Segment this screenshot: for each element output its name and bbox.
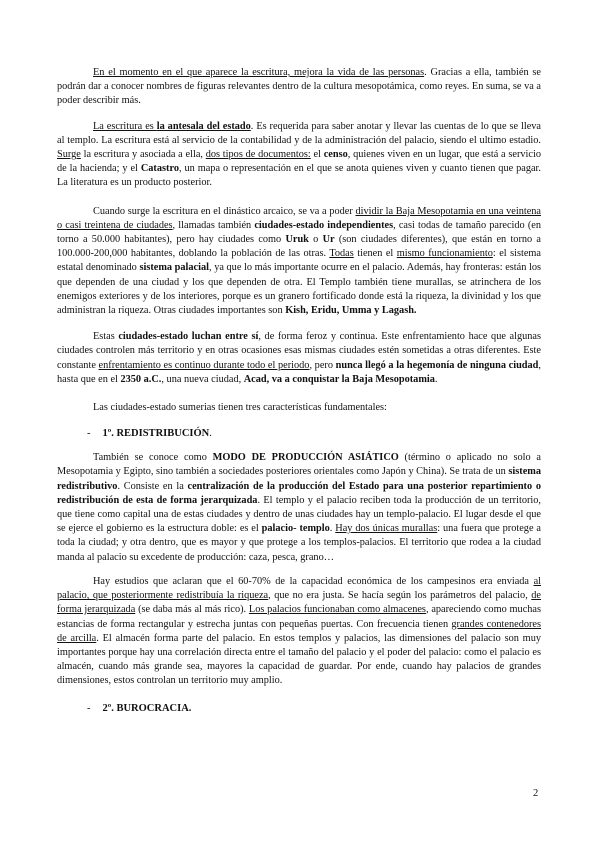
paragraph-three-characteristics: Las ciudades-estado sumerias tienen tres características fundamentales:: [93, 402, 387, 414]
heading-text: 1º. REDISTRIBUCIÓN: [102, 428, 210, 440]
paragraph-asiatic-mode: [57, 451, 541, 565]
underlined-text: enfrentamiento es continuo durante todo el periodo: [98, 359, 310, 371]
text: , una nueva ciudad,: [161, 373, 244, 385]
text: tienen el: [353, 248, 397, 260]
text: o: [308, 234, 323, 246]
text: , pero: [309, 359, 336, 371]
underlined-text: Los palacios funcionaban como almacenes: [248, 604, 426, 616]
heading-redistribution: [87, 427, 541, 441]
text: . Es requerida para saber anotar y llevar las cuentas de lo que se lleva al templo. La escritura está al servicio de la contabilidad y de la administración del palacio, siendo el ultimo estadio.: [57, 120, 541, 146]
bold-underlined-text: la antesala del estado: [156, 120, 251, 132]
bold-text: sistema redistributivo: [57, 466, 541, 492]
text: el: [310, 149, 324, 161]
text: la escritura y asociada a ella,: [80, 149, 206, 161]
paragraph-city-states: [57, 205, 541, 319]
text: . Gracias a ella, también se podrán dar a conocer nombres de figuras relevantes dentro de la cultura mesopotámica, como reyes. En suma, se va a poder describir más.: [57, 67, 541, 107]
bold-text: ciudades-estado luchan entre sí: [118, 331, 259, 343]
bold-text: Kish, Eridu, Umma y Lagash.: [285, 305, 417, 317]
paragraph-palace-storage: [57, 575, 541, 689]
text: . El almacén forma parte del palacio. En estos templos y palacios, las dimensiones del palacio son muy importantes porque hay una correlación directa entre el tamaño del palacio y el poder del palacio: como el palacio es almacén, cuando más grande sea, mayores la capacidad de guardar. Por ende, cuando hay palacios de grandes dimensiones, estos controlan un territorio muy amplio.: [57, 632, 541, 687]
text: , llamadas también: [172, 219, 255, 231]
text: . El templo y el palacio reciben toda la producción de un territorio, que tiene como capital una de estas ciudades y dentro de unas ciudades hay un templo-palacio. El lugar desde el que se ejerce el gobierno es la estructura doble: es el: [57, 494, 541, 535]
document-body: [57, 66, 541, 716]
paragraph-writing-antesala: [57, 120, 541, 191]
text: (se daba más al más rico).: [135, 604, 249, 616]
text: , quienes viven en un lugar, que está a servicio de la hacienda; y el: [57, 149, 541, 175]
underlined-text: Hay dos únicas murallas: [335, 523, 438, 535]
page-number: 2: [533, 788, 539, 799]
bold-text: Ur: [322, 234, 335, 246]
text: .: [329, 523, 336, 535]
bold-text: censo: [323, 149, 348, 161]
bold-text: Uruk: [285, 234, 309, 246]
bullet-dash: -: [87, 702, 91, 714]
text: : el sistema estatal denominado: [57, 248, 541, 274]
bold-text: ciudades-estado independientes: [254, 219, 394, 231]
underlined-text: al palacio, que posteriormente redistribuía la riqueza: [57, 575, 541, 602]
text: (son ciudades diferentes), que están en torno a 100.000-200,000 habitantes, doblando la población de las otras.: [57, 234, 542, 260]
text: , casi todas de tamaño parecido (en torno a 50.000 habitantes), pero hay ciudades como: [57, 219, 542, 246]
text: , que no era justa. Se hacía según los parámetros del palacio,: [268, 590, 532, 602]
bold-text: 2350 a.C.: [120, 373, 162, 385]
bold-text: sistema palacial: [139, 262, 209, 274]
text: , apareciendo como muchas estancias de forma rectangular y estrecha juntas con pequeñas puertas. Con frecuencia tienen: [57, 604, 541, 630]
bold-text: Catastro: [140, 163, 179, 175]
text: , un mapa o representación en el que se anota quienes viven y cuanto tienen que pagar. La literatura es un producto posterior.: [57, 163, 541, 189]
text: Estas: [93, 331, 119, 343]
text: Hay estudios que aclaran que el 60-70% de la capacidad económica de los campesinos era enviada: [93, 575, 534, 587]
underlined-text: La escritura es: [93, 120, 157, 132]
heading-period: .: [209, 428, 212, 440]
bold-text: palacio- templo: [261, 523, 330, 535]
bold-text: nunca llegó a la hegemonía de ninguna ciudad: [335, 359, 539, 371]
text: Cuando surge la escritura en el dinástico arcaico, se va a poder: [93, 205, 356, 217]
underlined-text: de forma jerarquizada: [57, 590, 541, 616]
heading-bureaucracy: [87, 702, 541, 716]
paragraph-writing-improves-life: [57, 66, 541, 109]
bold-text: MODO DE PRODUCCIÓN ASIÁTICO: [212, 452, 399, 464]
bold-text: Acad, va a conquistar la Baja Mesopotamia: [243, 373, 435, 385]
text: . Consiste en la: [117, 480, 188, 492]
text: , hasta que en el: [57, 359, 541, 385]
paragraph-city-states-war: [57, 330, 541, 387]
bullet-dash: -: [87, 428, 91, 440]
underlined-text: En el momento en el que aparece la escritura, mejora la vida de las personas: [93, 67, 425, 78]
underlined-text: grandes contenedores de arcilla: [57, 618, 541, 644]
text: (término o aplicado no solo a Mesopotamia y Egipto, sino también a sociedades posteriores orientales como Japón y China). Se trata de un: [57, 452, 541, 478]
text: , ya que lo más importante ocurre en el palacio. Además, hay fronteras: están los que dependen de una ciudad y los que dependen de otra. El Templo también tiene murallas, se atrinchera de los enemigos exteriores y de los interiores, porque es un granero fortificado donde está la riqueza, la divinidad y los que administran la riqueza. Otras ciudades importantes son: [57, 262, 542, 317]
heading-text: 2º. BUROCRACIA.: [102, 702, 192, 714]
underlined-text: dos tipos de documentos:: [205, 149, 311, 161]
underlined-text: mismo funcionamiento: [396, 248, 493, 260]
text: .: [434, 373, 438, 385]
text: También se conoce como: [93, 452, 213, 464]
text: : una fuera que protege a toda la ciudad; y otra dentro, que es mayor y que protege a los templos-palacios. El territorio que rodea a la ciudad manda al palacio su excedente de producción: caza, pesca, grano…: [57, 523, 542, 563]
text: , de forma feroz y continua. Este enfrentamiento hace que algunas ciudades controlen más territorio y en otras ocasiones esas mismas ciudades estén sometidas a otras diferentes. Este constante: [57, 331, 542, 371]
bold-text: centralización de la producción del Estado para una posterior repartimiento o redistribución de esta de forma jerarquizada: [57, 480, 541, 506]
underlined-text: Surge: [57, 149, 81, 161]
underlined-text: Todas: [329, 248, 354, 260]
underlined-text: dividir la Baja Mesopotamia en una veintena o casi treintena de ciudades: [57, 205, 541, 231]
